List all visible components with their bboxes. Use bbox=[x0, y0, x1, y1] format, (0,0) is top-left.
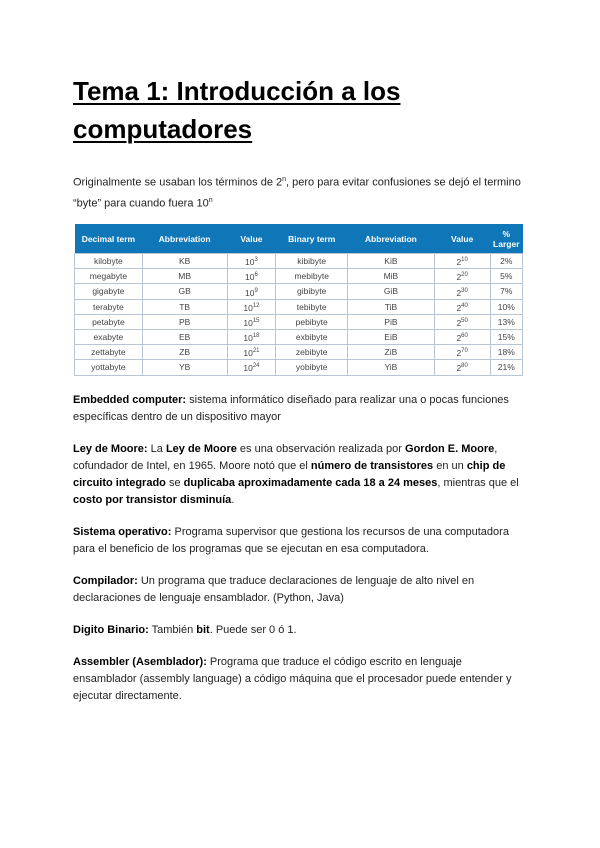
text-compiler: Un programa que traduce declaraciones de lenguaje de alto nivel en declaraciones de lenguaje ensamblador. (Python, Java) bbox=[73, 575, 475, 604]
value-exponent: 60 bbox=[461, 333, 468, 340]
cell-percent-larger: 21% bbox=[490, 360, 522, 375]
byte-units-table bbox=[74, 224, 523, 376]
term-assembler: Assembler (Asemblador): bbox=[73, 656, 207, 668]
page-title: Tema 1: Introducción a los computadores bbox=[73, 76, 401, 144]
cell-decimal-term: gigabyte bbox=[75, 284, 143, 299]
term-moore-law: Ley de Moore: bbox=[73, 443, 148, 455]
cell-binary-term: kibibyte bbox=[276, 254, 348, 269]
cell-decimal-abbreviation: MB bbox=[142, 269, 227, 284]
value-base: 10 bbox=[243, 332, 253, 343]
value-exponent: 10 bbox=[461, 257, 468, 264]
cell-decimal-value bbox=[227, 345, 276, 360]
cell-percent-larger: 18% bbox=[490, 345, 522, 360]
header-decimal-value: Value bbox=[227, 224, 276, 254]
value-base: 10 bbox=[245, 287, 255, 298]
cell-binary-term: tebibyte bbox=[276, 299, 348, 314]
cell-decimal-value bbox=[227, 360, 276, 375]
cell-binary-abbreviation: ZiB bbox=[348, 345, 435, 360]
cell-binary-value bbox=[434, 269, 490, 284]
moore-text-6: , mientras que el bbox=[437, 477, 519, 489]
table-body bbox=[75, 254, 523, 376]
cell-binary-value bbox=[434, 314, 490, 329]
moore-bold-2: Gordon E. Moore bbox=[405, 443, 495, 455]
cell-decimal-term: exabyte bbox=[75, 329, 143, 344]
header-binary-value: Value bbox=[434, 224, 490, 254]
cell-binary-value bbox=[434, 254, 490, 269]
value-base: 10 bbox=[243, 363, 253, 374]
definition-operating-system bbox=[73, 524, 528, 558]
value-base: 10 bbox=[243, 317, 253, 328]
table-row bbox=[75, 269, 523, 284]
cell-decimal-abbreviation: PB bbox=[142, 314, 227, 329]
cell-decimal-abbreviation: EB bbox=[142, 329, 227, 344]
term-operating-system: Sistema operativo: bbox=[73, 526, 172, 538]
value-base: 2 bbox=[456, 348, 462, 359]
intro-text-1: Originalmente se usaban los términos de 2 bbox=[73, 176, 283, 189]
cell-percent-larger: 5% bbox=[490, 269, 522, 284]
intro-superscript-2: n bbox=[208, 196, 213, 204]
value-exponent: 24 bbox=[252, 363, 260, 370]
cell-decimal-abbreviation: KB bbox=[142, 254, 227, 269]
cell-binary-term: zebibyte bbox=[276, 345, 348, 360]
table-row bbox=[75, 299, 523, 314]
table-row bbox=[75, 345, 523, 360]
binary-text-1: También bbox=[148, 624, 197, 636]
cell-decimal-value bbox=[227, 269, 276, 284]
value-exponent: 70 bbox=[461, 348, 468, 355]
definitions-section bbox=[73, 392, 528, 720]
term-embedded-computer: Embedded computer: bbox=[73, 394, 187, 406]
moore-text-4: en un bbox=[433, 460, 467, 472]
cell-decimal-abbreviation: TB bbox=[142, 299, 227, 314]
value-base: 10 bbox=[243, 302, 253, 313]
cell-decimal-abbreviation: YB bbox=[142, 360, 227, 375]
cell-binary-term: pebibyte bbox=[276, 314, 348, 329]
value-base: 2 bbox=[456, 317, 462, 328]
binary-text-2: . Puede ser 0 ó 1. bbox=[209, 624, 297, 636]
value-exponent: 50 bbox=[461, 317, 468, 324]
term-compiler: Compilador: bbox=[73, 575, 138, 587]
moore-text-7: . bbox=[231, 494, 235, 506]
header-decimal-term: Decimal term bbox=[75, 224, 143, 254]
text-embedded-computer: sistema informático diseñado para realizar una o pocas funciones específicas dentro de un dispositivo mayor bbox=[73, 394, 509, 423]
cell-decimal-abbreviation: GB bbox=[142, 284, 227, 299]
table-row bbox=[75, 329, 523, 344]
value-base: 2 bbox=[456, 363, 462, 374]
intro-text-2: , pero para evitar confusiones se dejó el termino “byte” para cuando fuera 10 bbox=[73, 176, 521, 210]
value-exponent: 80 bbox=[461, 363, 468, 370]
table-header-row bbox=[75, 224, 523, 254]
moore-bold-4: chip de circuito integrado bbox=[73, 460, 506, 489]
cell-decimal-term: petabyte bbox=[75, 314, 143, 329]
value-exponent: 3 bbox=[254, 257, 258, 264]
header-percent-larger: % Larger bbox=[490, 224, 522, 254]
cell-binary-abbreviation: TiB bbox=[348, 299, 435, 314]
cell-binary-value bbox=[434, 284, 490, 299]
binary-bold-1: bit bbox=[196, 624, 210, 636]
value-exponent: 18 bbox=[252, 333, 260, 340]
table-row bbox=[75, 360, 523, 375]
intro-paragraph bbox=[73, 171, 533, 212]
table-row bbox=[75, 254, 523, 269]
value-base: 10 bbox=[243, 348, 253, 359]
moore-bold-5: duplicaba aproximadamente cada 18 a 24 meses bbox=[183, 477, 438, 489]
cell-binary-abbreviation: MiB bbox=[348, 269, 435, 284]
definition-compiler bbox=[73, 573, 528, 607]
header-binary-abbreviation: Abbreviation bbox=[348, 224, 435, 254]
table-row bbox=[75, 284, 523, 299]
cell-decimal-value bbox=[227, 284, 276, 299]
definition-embedded-computer bbox=[73, 392, 528, 426]
cell-binary-term: exbibyte bbox=[276, 329, 348, 344]
cell-decimal-term: yottabyte bbox=[75, 360, 143, 375]
cell-binary-term: gibibyte bbox=[276, 284, 348, 299]
cell-decimal-abbreviation: ZB bbox=[142, 345, 227, 360]
value-exponent: 6 bbox=[254, 272, 258, 279]
definition-moore-law bbox=[73, 441, 528, 509]
cell-percent-larger: 10% bbox=[490, 299, 522, 314]
moore-text-1: La bbox=[147, 443, 166, 455]
cell-binary-abbreviation: YiB bbox=[348, 360, 435, 375]
value-exponent: 12 bbox=[252, 302, 260, 309]
value-base: 2 bbox=[456, 302, 462, 313]
moore-bold-3: número de transistores bbox=[310, 460, 434, 472]
table-row bbox=[75, 314, 523, 329]
value-exponent: 15 bbox=[252, 317, 260, 324]
cell-decimal-term: terabyte bbox=[75, 299, 143, 314]
cell-decimal-value bbox=[227, 254, 276, 269]
cell-binary-abbreviation: GiB bbox=[348, 284, 435, 299]
cell-decimal-term: kilobyte bbox=[75, 254, 143, 269]
term-binary-digit: Digito Binario: bbox=[73, 624, 149, 636]
cell-binary-term: mebibyte bbox=[276, 269, 348, 284]
cell-percent-larger: 13% bbox=[490, 314, 522, 329]
intro-superscript-1: n bbox=[282, 176, 287, 183]
cell-binary-value bbox=[434, 329, 490, 344]
cell-decimal-term: megabyte bbox=[75, 269, 143, 284]
cell-binary-value bbox=[434, 345, 490, 360]
cell-percent-larger: 7% bbox=[490, 284, 522, 299]
cell-percent-larger: 2% bbox=[490, 254, 522, 269]
cell-percent-larger: 15% bbox=[490, 329, 522, 344]
text-operating-system: Programa supervisor que gestiona los recursos de una computadora para el beneficio de los programas que se ejecutan en esa computadora. bbox=[73, 526, 509, 555]
moore-bold-6: costo por transistor disminuía bbox=[73, 494, 232, 506]
cell-binary-term: yobibyte bbox=[276, 360, 348, 375]
value-base: 2 bbox=[456, 257, 462, 267]
cell-decimal-term: zettabyte bbox=[75, 345, 143, 360]
moore-text-5: se bbox=[165, 477, 184, 489]
cell-decimal-value bbox=[227, 329, 276, 344]
cell-decimal-value bbox=[227, 314, 276, 329]
moore-bold-1: Ley de Moore bbox=[165, 443, 237, 455]
moore-text-3: , cofundador de Intel, en 1965. Moore notó que el bbox=[73, 443, 498, 472]
value-base: 10 bbox=[245, 257, 255, 267]
value-base: 2 bbox=[456, 332, 462, 343]
cell-decimal-value bbox=[227, 299, 276, 314]
text-assembler: Programa que traduce el código escrito en lenguaje ensamblador (assembly language) a código máquina que el procesador puede entender y ejecutar directamente. bbox=[73, 656, 512, 702]
cell-binary-abbreviation: KiB bbox=[348, 254, 435, 269]
value-exponent: 20 bbox=[461, 272, 468, 279]
value-exponent: 21 bbox=[252, 348, 260, 355]
header-decimal-abbreviation: Abbreviation bbox=[142, 224, 227, 254]
header-binary-term: Binary term bbox=[276, 224, 348, 254]
definition-binary-digit bbox=[73, 622, 528, 639]
value-exponent: 30 bbox=[461, 287, 468, 294]
moore-text-2: es una observación realizada por bbox=[236, 443, 406, 455]
value-base: 2 bbox=[456, 272, 462, 283]
definition-assembler bbox=[73, 654, 528, 705]
value-exponent: 9 bbox=[254, 287, 258, 294]
cell-binary-abbreviation: PiB bbox=[348, 314, 435, 329]
cell-binary-abbreviation: EiB bbox=[348, 329, 435, 344]
value-base: 2 bbox=[456, 287, 462, 298]
cell-binary-value bbox=[434, 299, 490, 314]
cell-binary-value bbox=[434, 360, 490, 375]
value-base: 10 bbox=[245, 272, 255, 283]
value-exponent: 40 bbox=[461, 302, 468, 309]
